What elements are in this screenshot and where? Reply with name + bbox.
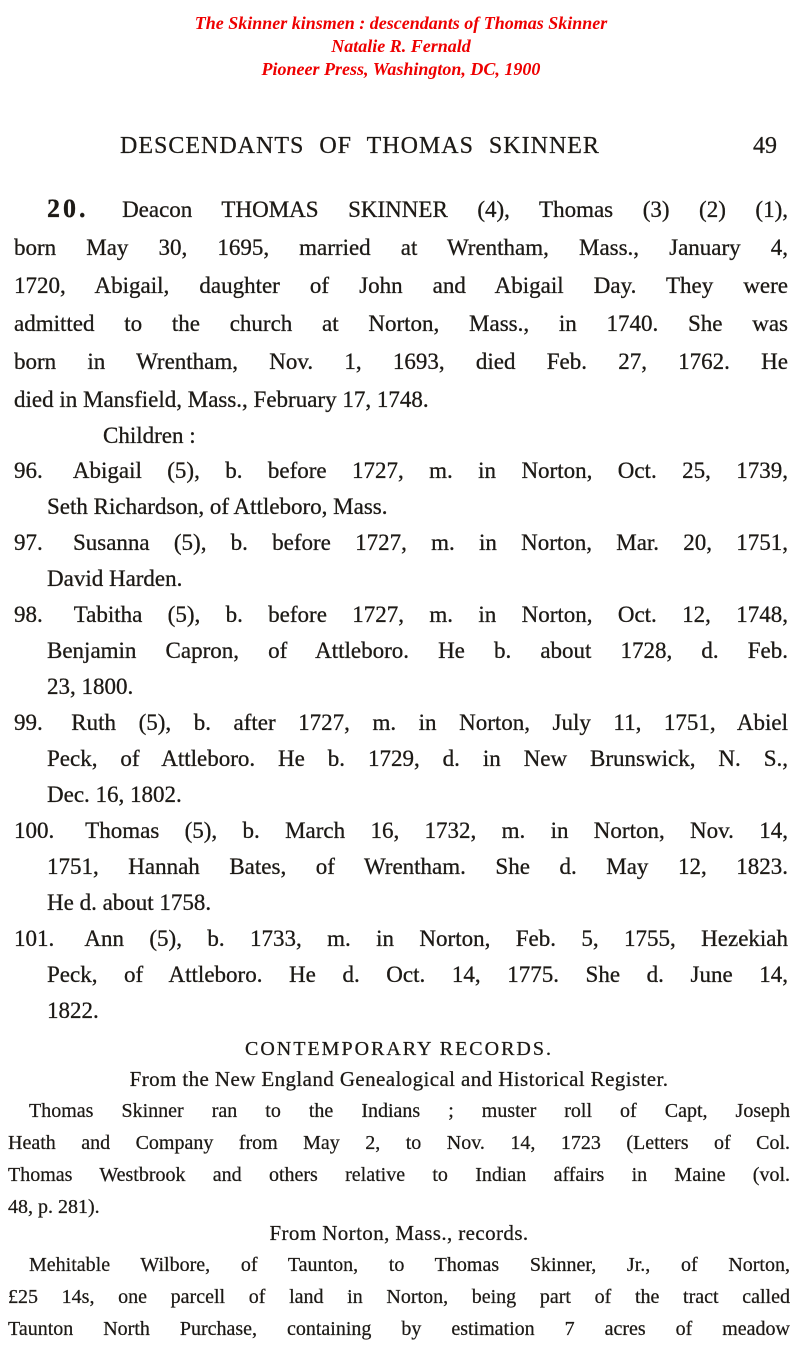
text-line: Peck, of Attleboro. He d. Oct. 14, 1775. She d. June 14, — [47, 962, 788, 987]
text-line-content: Deacon THOMAS SKINNER (4), Thomas (3) (2) (1), — [122, 197, 788, 222]
text-line — [14, 453, 788, 489]
text-line-content: Ruth (5), b. after 1727, m. in Norton, July 11, 1751, Abiel — [71, 710, 788, 735]
text-line: Thomas Skinner ran to the Indians ; muster roll of Capt, Joseph — [29, 1100, 790, 1122]
child-number: 100. — [14, 818, 55, 843]
text-line — [14, 525, 788, 561]
text-line — [14, 813, 788, 849]
text-line-content: Tabitha (5), b. before 1727, m. in Norton, Oct. 12, 1748, — [73, 602, 788, 627]
provenance-author: Natalie R. Fernald — [331, 36, 471, 56]
child-number: 97. — [14, 530, 43, 555]
text-line: Peck, of Attleboro. He b. 1729, d. in New Brunswick, N. S., — [47, 746, 788, 771]
records-source-register: From the New England Genealogical and Historical Register. — [129, 1067, 669, 1091]
provenance-header — [14, 12, 788, 81]
text-line: David Harden. — [47, 566, 183, 591]
text-line: 1822. — [47, 998, 99, 1023]
child-record — [14, 705, 788, 813]
child-record — [14, 525, 788, 597]
text-line: 1751, Hannah Bates, of Wrentham. She d. May 12, 1823. — [47, 854, 788, 879]
child-record — [14, 813, 788, 921]
text-line: Thomas Westbrook and others relative to Indian affairs in Maine (vol. — [8, 1164, 790, 1186]
text-line: He d. about 1758. — [47, 890, 212, 915]
text-line — [14, 190, 788, 229]
child-number: 98. — [14, 602, 43, 627]
records-paragraph-register — [8, 1095, 790, 1223]
contemporary-records-section — [8, 1035, 790, 1345]
text-line: 23, 1800. — [47, 674, 134, 699]
child-number: 101. — [14, 926, 55, 951]
child-number: 96. — [14, 458, 43, 483]
entry-paragraph — [14, 190, 788, 419]
text-line-content: Ann (5), b. 1733, m. in Norton, Feb. 5, 1755, Hezekiah — [84, 926, 788, 951]
entry-number: 20. — [47, 194, 89, 223]
text-line: died in Mansfield, Mass., February 17, 1748. — [14, 387, 429, 412]
text-line: Seth Richardson, of Attleboro, Mass. — [47, 494, 388, 519]
records-source-norton: From Norton, Mass., records. — [269, 1221, 529, 1245]
records-paragraph-norton — [8, 1249, 790, 1345]
text-line — [14, 597, 788, 633]
running-head-title: DESCENDANTS OF THOMAS SKINNER — [120, 133, 600, 159]
children-label: Children : — [103, 423, 196, 448]
text-line — [14, 705, 788, 741]
running-head — [14, 133, 788, 159]
text-line: £25 14s, one parcell of land in Norton, being part of the tract called — [8, 1286, 790, 1308]
child-record — [14, 597, 788, 705]
text-line — [14, 921, 788, 957]
text-line: Taunton North Purchase, containing by estimation 7 acres of meadow — [8, 1318, 790, 1340]
child-record — [14, 921, 788, 1029]
text-line: born in Wrentham, Nov. 1, 1693, died Feb. 27, 1762. He — [14, 349, 788, 374]
page-number: 49 — [753, 133, 777, 159]
text-line: Heath and Company from May 2, to Nov. 14, 1723 (Letters of Col. — [8, 1132, 790, 1154]
text-line-content: Abigail (5), b. before 1727, m. in Norton, Oct. 25, 1739, — [72, 458, 788, 483]
text-line: 48, p. 281). — [8, 1196, 100, 1218]
provenance-title: The Skinner kinsmen : descendants of Thomas Skinner — [194, 13, 608, 33]
text-line: Dec. 16, 1802. — [47, 782, 182, 807]
text-line: born May 30, 1695, married at Wrentham, Mass., January 4, — [14, 235, 788, 260]
records-heading: CONTEMPORARY RECORDS. — [245, 1038, 553, 1060]
text-line-content: Thomas (5), b. March 16, 1732, m. in Norton, Nov. 14, — [85, 818, 788, 843]
text-line: Mehitable Wilbore, of Taunton, to Thomas Skinner, Jr., of Norton, — [29, 1254, 790, 1276]
text-line-content: Susanna (5), b. before 1727, m. in Norton, Mar. 20, 1751, — [72, 530, 788, 555]
child-number: 99. — [14, 710, 43, 735]
text-line: 1720, Abigail, daughter of John and Abigail Day. They were — [14, 273, 788, 298]
page-body-text — [8, 190, 790, 1345]
text-line: admitted to the church at Norton, Mass., in 1740. She was — [14, 311, 788, 336]
child-record — [14, 453, 788, 525]
text-line: Benjamin Capron, of Attleboro. He b. about 1728, d. Feb. — [47, 638, 788, 663]
provenance-imprint: Pioneer Press, Washington, DC, 1900 — [261, 59, 541, 79]
children-list — [14, 453, 788, 1029]
